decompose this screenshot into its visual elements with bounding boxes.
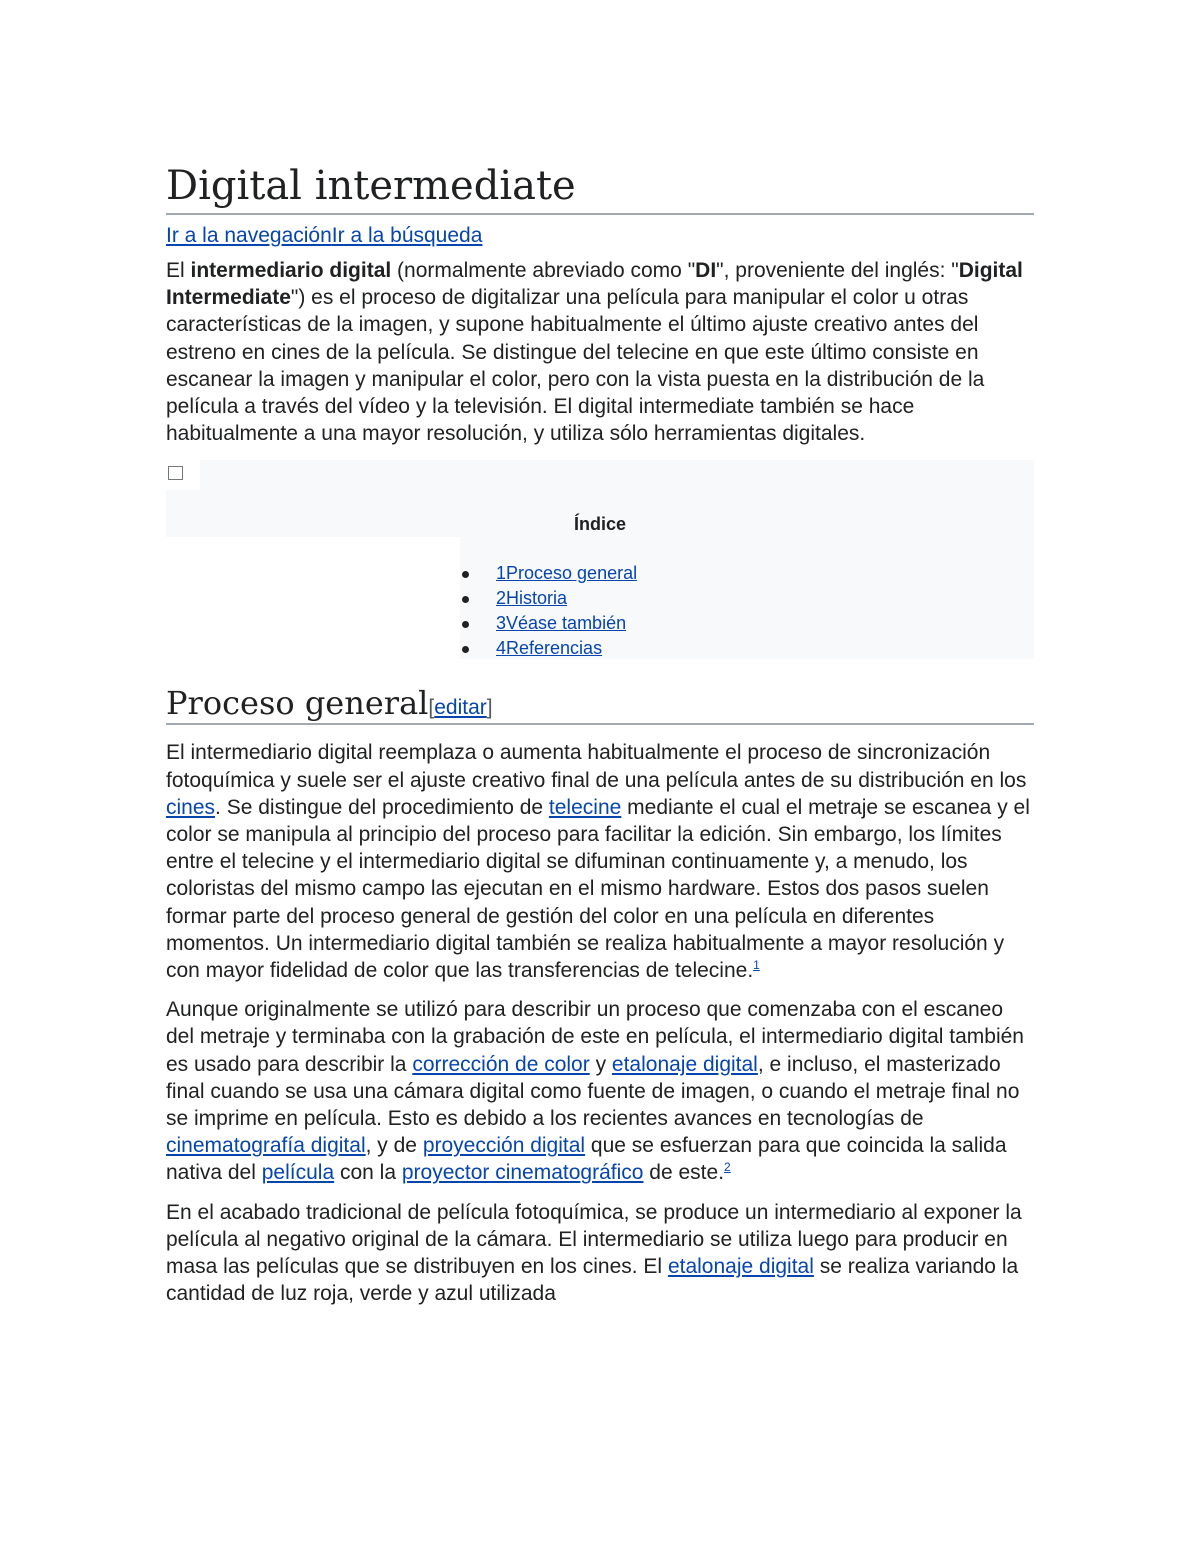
toc-list bbox=[462, 561, 637, 661]
toc-link-proceso-general[interactable] bbox=[496, 563, 637, 583]
jump-to-navigation-link[interactable]: Ir a la navegación bbox=[166, 224, 332, 247]
body-text: Aunque originalmente se utilizó para describir un proceso que comenzaba con el escaneo del metraje y terminaba con la grabación de este en película, el intermediario digital también es usado para describir la bbox=[166, 998, 1024, 1076]
toc-number: 4 bbox=[496, 638, 507, 659]
toc-number: 3 bbox=[496, 613, 507, 634]
reference-link[interactable]: 2 bbox=[724, 1160, 731, 1175]
section-heading-text: Proceso general bbox=[166, 684, 429, 723]
reference-link[interactable]: 1 bbox=[753, 958, 760, 973]
body-text: que se esfuerzan para que coincida la salida nativa del bbox=[166, 1134, 1007, 1185]
link-proyector-cinematografico[interactable]: proyector cinematográfico bbox=[401, 1161, 644, 1185]
body-paragraph bbox=[166, 1199, 1034, 1308]
toc-label: Historia bbox=[506, 588, 568, 609]
body-text: En el acabado tradicional de película fotoquímica, se produce un intermediario al exponer la película al negativo original de la cámara. El intermediario se utiliza luego para producir en masa las películas que se distribuyen en los cines. El bbox=[166, 1200, 1022, 1279]
bullet-icon bbox=[462, 621, 469, 628]
link-etalonaje-digital[interactable]: etalonaje digital bbox=[611, 1052, 758, 1076]
edit-bracket: [ bbox=[428, 696, 435, 720]
body-text: se realiza variando la cantidad de luz roja, verde y azul utilizada bbox=[166, 1255, 1019, 1306]
intro-text: El bbox=[166, 259, 191, 282]
body-text: con la bbox=[334, 1161, 402, 1185]
bullet-icon bbox=[462, 646, 469, 653]
bullet-icon bbox=[462, 596, 469, 603]
edit-bracket: ] bbox=[486, 696, 493, 720]
reference-1[interactable] bbox=[753, 958, 760, 972]
section-heading bbox=[166, 683, 1034, 725]
body-paragraph bbox=[166, 739, 1034, 984]
toc-label: Referencias bbox=[506, 638, 603, 659]
link-correccion-de-color[interactable]: corrección de color bbox=[412, 1052, 590, 1076]
intro-text: (normalmente abreviado como " bbox=[391, 259, 696, 282]
toc-item bbox=[462, 611, 637, 636]
checkbox-icon[interactable] bbox=[168, 466, 183, 480]
toc-number: 2 bbox=[496, 588, 507, 609]
link-etalonaje-digital[interactable]: etalonaje digital bbox=[667, 1255, 814, 1279]
toc-label: Proceso general bbox=[506, 563, 638, 584]
table-of-contents bbox=[166, 460, 1034, 659]
toc-link-historia[interactable] bbox=[496, 588, 567, 608]
link-proyeccion-digital[interactable]: proyección digital bbox=[422, 1134, 586, 1158]
toc-item bbox=[462, 636, 637, 661]
toc-title: Índice bbox=[573, 514, 626, 535]
link-cinematografia-digital[interactable]: cinematografía digital bbox=[166, 1134, 366, 1158]
edit-link[interactable]: editar bbox=[434, 696, 487, 720]
body-text: , y de bbox=[365, 1134, 423, 1158]
reference-2[interactable] bbox=[724, 1160, 731, 1174]
intro-paragraph bbox=[166, 257, 1034, 447]
toc-toggle[interactable] bbox=[166, 460, 200, 490]
intro-bold-term: intermediario digital bbox=[190, 259, 392, 282]
body-text: , e incluso, el masterizado final cuando se usa una cámara digital como fuente de imagen, o cuando el metraje final no se imprime en película. Esto es debido a los recientes avances en tecnologías de bbox=[166, 1052, 1020, 1131]
link-pelicula[interactable]: película bbox=[261, 1161, 335, 1185]
body-text: mediante el cual el metraje se escanea y el color se manipula al principio del proceso para facilitar la edición. Sin embargo, los límites entre el telecine y el intermediario digital se difuminan continuamente y, a menudo, los coloristas del mismo campo las ejecutan en el mismo hardware. Estos dos pasos suelen formar parte del proceso general de gestión del color en una película en diferentes momentos. Un intermediario digital también se realiza habitualmente a mayor resolución y con mayor fidelidad de color que las transferencias de telecine. bbox=[166, 795, 1030, 983]
body-text: de este. bbox=[643, 1161, 725, 1185]
body-text: y bbox=[589, 1052, 612, 1076]
body-text: . Se distingue del procedimiento de bbox=[215, 795, 549, 819]
toc-blank-area bbox=[166, 537, 460, 659]
toc-label: Véase también bbox=[506, 613, 627, 634]
intro-text: ", proveniente del inglés: " bbox=[716, 259, 959, 282]
body-text: El intermediario digital reemplaza o aumenta habitualmente el proceso de sincronización fotoquímica y suele ser el ajuste creativo final de una película antes de su distribución en los bbox=[166, 741, 1027, 792]
page-title: Digital intermediate bbox=[166, 160, 1034, 215]
link-telecine[interactable]: telecine bbox=[548, 795, 622, 819]
jump-links bbox=[166, 221, 1034, 251]
intro-bold-abbr: DI bbox=[695, 259, 717, 282]
jump-to-search-link[interactable]: Ir a la búsqueda bbox=[331, 224, 483, 247]
bullet-icon bbox=[462, 571, 469, 578]
intro-bold-english: Digital Intermediate bbox=[166, 259, 1023, 310]
toc-item bbox=[462, 561, 637, 586]
toc-link-vease-tambien[interactable] bbox=[496, 613, 626, 633]
toc-item bbox=[462, 586, 637, 611]
link-cines[interactable]: cines bbox=[166, 795, 216, 819]
intro-text: ") es el proceso de digitalizar una película para manipular el color u otras características de la imagen, y supone habitualmente el último ajuste creativo antes del estreno en cines de la película. Se distingue del telecine en que este último consiste en escanear la imagen y manipular el color, pero con la vista puesta en la distribución de la película a través del vídeo y la televisión. El digital intermediate también se hace habitualmente a una mayor resolución, y utiliza sólo herramientas digitales. bbox=[166, 286, 985, 446]
body-paragraph bbox=[166, 996, 1034, 1186]
toc-link-referencias[interactable] bbox=[496, 638, 602, 658]
edit-section bbox=[428, 696, 492, 719]
toc-number: 1 bbox=[496, 563, 507, 584]
article bbox=[166, 160, 1034, 1307]
